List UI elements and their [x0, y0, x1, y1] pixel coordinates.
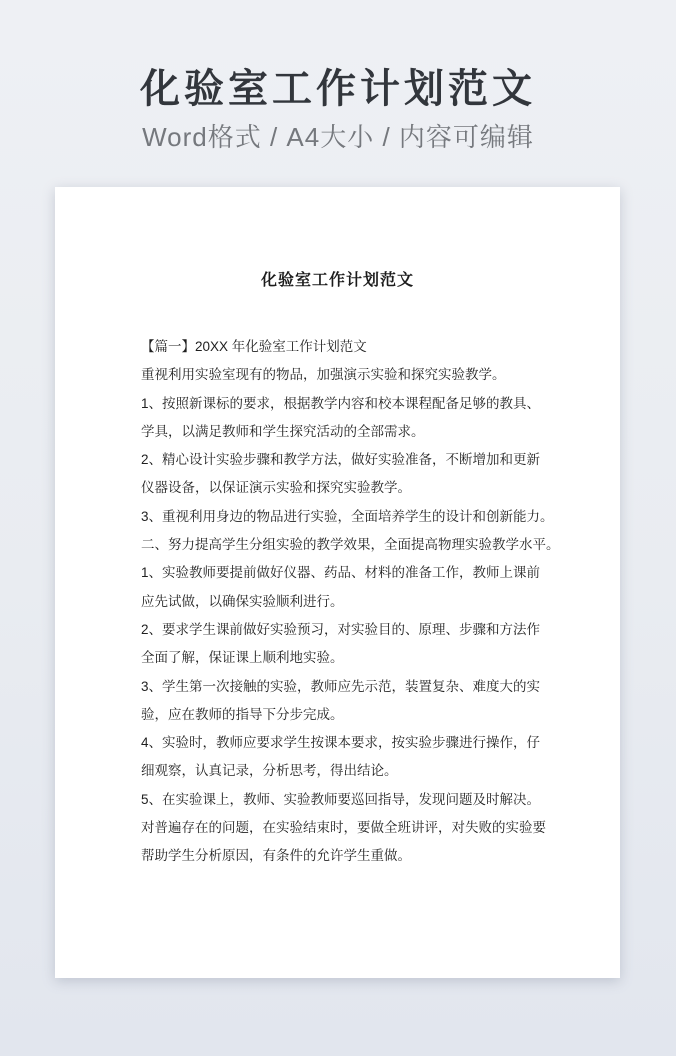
document-body	[141, 333, 560, 871]
document-line: 5、在实验课上，教师、实验教师要巡回指导，发现问题及时解决。	[141, 791, 541, 807]
document-page	[55, 187, 620, 978]
document-line: 4、实验时，教师应要求学生按课本要求，按实验步骤进行操作，仔	[141, 735, 541, 751]
header-subtitle: Word格式 / A4大小 / 内容可编辑	[142, 122, 534, 152]
document-line: 1、实验教师要提前做好仪器、药品、材料的准备工作，教师上课前	[141, 565, 541, 581]
document-line: 帮助学生分析原因，有条件的允许学生重做。	[141, 848, 411, 864]
document-line: 3、学生第一次接触的实验，教师应先示范，装置复杂、难度大的实	[141, 678, 541, 694]
document-line: 学具，以满足教师和学生探究活动的全部需求。	[141, 423, 425, 439]
preview-header	[0, 0, 676, 152]
document-line: 2、要求学生课前做好实验预习，对实验目的、原理、步骤和方法作	[141, 621, 541, 637]
document-line: 1、按照新课标的要求，根据教学内容和校本课程配备足够的教具、	[141, 395, 541, 411]
document-line: 全面了解，保证课上顺利地实验。	[141, 650, 344, 666]
document-line: 仪器设备，以保证演示实验和探究实验教学。	[141, 480, 411, 496]
document-line: 2、精心设计实验步骤和教学方法，做好实验准备，不断增加和更新	[141, 452, 541, 468]
document-line: 3、重视利用身边的物品进行实验，全面培养学生的设计和创新能力。	[141, 508, 554, 524]
document-line: 二、努力提高学生分组实验的教学效果，全面提高物理实验教学水平。	[141, 537, 560, 553]
document-line: 验，应在教师的指导下分步完成。	[141, 706, 344, 722]
document-line: 【篇一】20XX 年化验室工作计划范文	[141, 339, 367, 354]
document-title: 化验室工作计划范文	[260, 272, 414, 289]
header-title: 化验室工作计划范文	[140, 67, 536, 111]
document-line: 对普遍存在的问题，在实验结束时，要做全班讲评，对失败的实验要	[141, 820, 546, 836]
document-line: 应先试做，以确保实验顺利进行。	[141, 593, 344, 609]
document-line: 细观察，认真记录，分析思考，得出结论。	[141, 763, 398, 779]
document-line: 重视利用实验室现有的物品，加强演示实验和探究实验教学。	[141, 367, 506, 383]
